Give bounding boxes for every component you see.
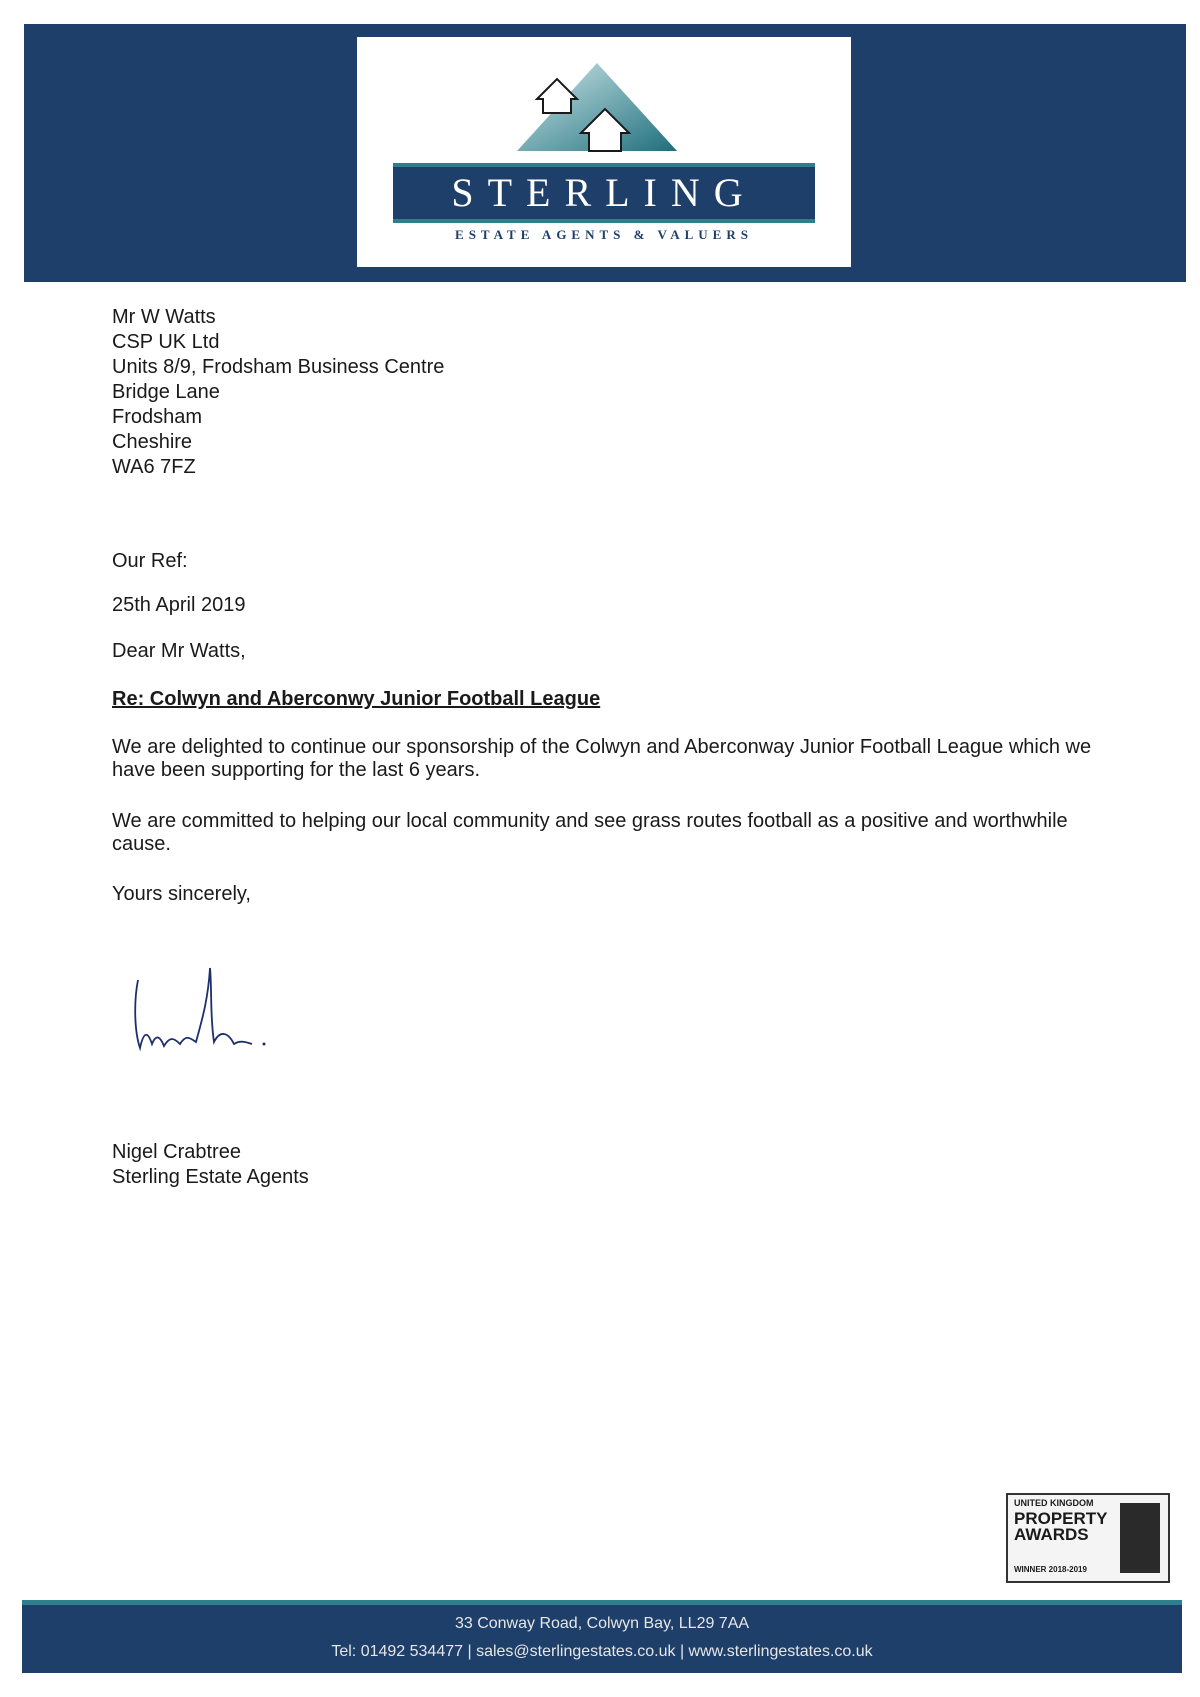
footer-address: 33 Conway Road, Colwyn Bay, LL29 7AA	[454, 1615, 750, 1632]
signatory-block	[112, 1140, 309, 1190]
award-region: UNITED KINGDOM	[1014, 1498, 1094, 1508]
body-paragraph: We are committed to helping our local community and see grass routes football as a positive and worthwhile cause.	[112, 810, 1068, 855]
letter-date: 25th April 2019	[112, 594, 246, 616]
closing: Yours sincerely,	[112, 883, 251, 905]
address-line: Cheshire	[112, 431, 193, 453]
address-line: WA6 7FZ	[112, 456, 196, 478]
brand-tagline: ESTATE AGENTS & VALUERS	[455, 227, 753, 242]
address-line: Frodsham	[112, 406, 203, 428]
handwritten-signature	[130, 960, 300, 1060]
award-title: PROPERTY AWARDS	[1014, 1509, 1108, 1544]
brand-name: STERLING	[393, 163, 815, 223]
reference-line: Our Ref:	[112, 550, 188, 572]
address-line: Units 8/9, Frodsham Business Centre	[112, 356, 445, 378]
house-logo-icon	[507, 55, 687, 155]
footer	[22, 1600, 1182, 1673]
award-winner: WINNER 2018-2019	[1014, 1565, 1087, 1574]
recipient-address	[112, 305, 444, 480]
address-line: Bridge Lane	[112, 381, 220, 403]
salutation: Dear Mr Watts,	[112, 640, 246, 662]
address-line: Mr W Watts	[112, 306, 216, 328]
crest-icon	[1120, 1503, 1160, 1573]
subject-line: Re: Colwyn and Aberconwy Junior Football League	[112, 688, 601, 710]
address-line: CSP UK Ltd	[112, 331, 220, 353]
property-awards-badge	[1006, 1493, 1170, 1583]
footer-contact: Tel: 01492 534477 | sales@sterlingestates.co.uk | www.sterlingestates.co.uk	[331, 1643, 873, 1660]
body-paragraph: We are delighted to continue our sponsorship of the Colwyn and Aberconway Junior Football League which we have been supporting for the last 6 years.	[112, 736, 1092, 781]
logo	[357, 37, 851, 267]
signatory-name: Nigel Crabtree	[112, 1141, 241, 1163]
signatory-company: Sterling Estate Agents	[112, 1166, 309, 1188]
